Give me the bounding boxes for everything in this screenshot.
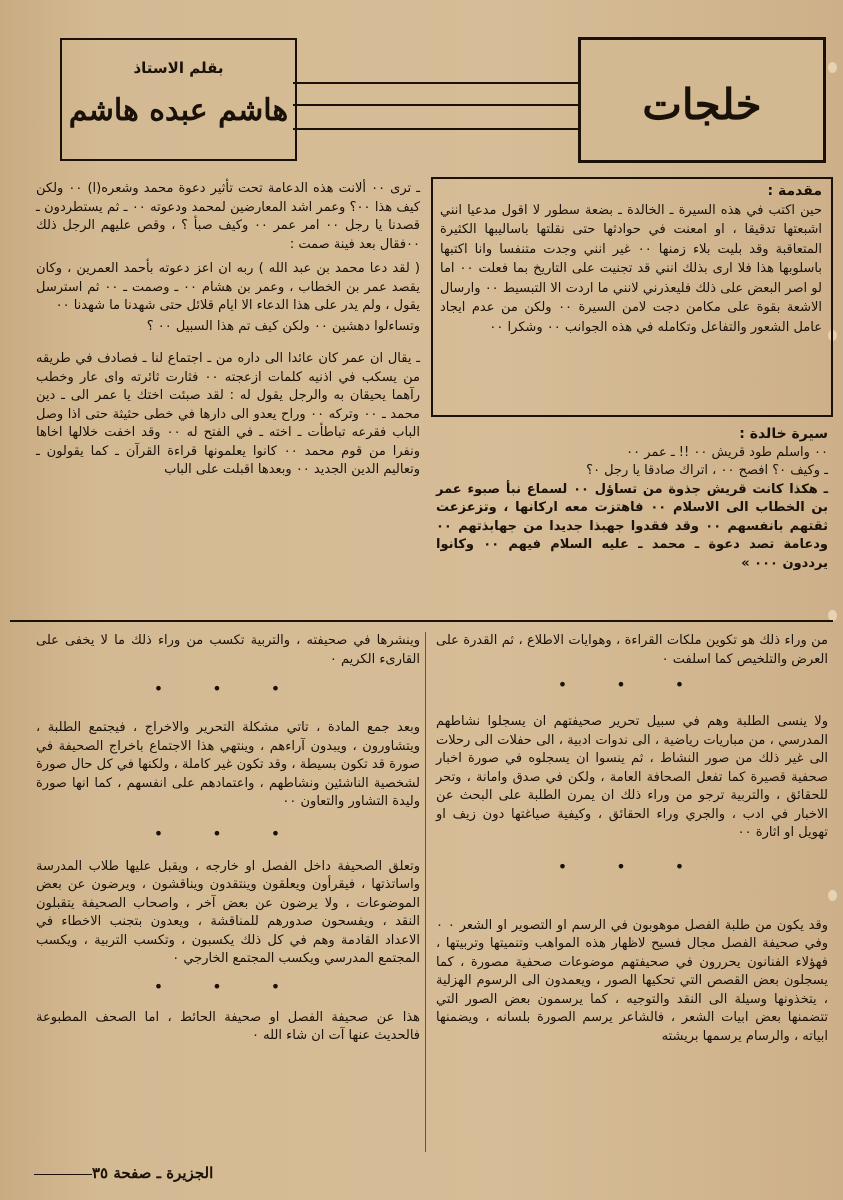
footer-rule <box>34 1174 92 1175</box>
byline: بقلم الاستاذ <box>133 59 224 77</box>
article-paragraph: ولا ينسى الطلبة وهم في سبيل تحرير صحيفتهم ان يسجلوا نشاطهم المدرسي ، من مباريات رياضية ، الى ندوات ادبية ، الى حفلات الى رحلات الى غير ذلك من صور النشاط ، ثم ينسوا ان يسجلوه في صورة اخبار صحفية قصيرة كما تفعل الصحافة العامة ، ولكن في صدق وامانة ، وتحر للحقائق ، والتربية ترجو من وراء ذلك ان يمرن الطلبة على البحث عن الاخبار في ادب ، والجري وراء الحقائق ، وكيفية صياغتها دون زيف او تهويل او اثارة ٠٠ <box>436 714 828 840</box>
header-rule <box>293 128 578 130</box>
binding-hole <box>828 62 837 73</box>
author-box <box>60 38 297 161</box>
separator: • • • <box>153 679 303 698</box>
story-paragraph: ـ يقال ان عمر كان عائدا الى داره من ـ اجتماع لنا ـ فصادف في طريقه من يسكب في اذنيه كلمات ازعجته ٠٠ فثارت ثائرته واى عار وخطب رآهما يحيقان به والرجل يقول له : لقد صبئت اختك يا عمر الى ـ دين محمد ـ ٠٠ وتركه ٠٠ وراح يعدو الى دارها في خطى حثيثة حتى اذا وصل الباب فقرعه تباطأت ـ اخته ـ في الفتح له ٠٠ وقد اخفت خلالها اخاها ونفرا من قوم محمد ٠٠ كانوا يعلمونها قراءة القرآن ـ كما يقولون ـ وتعاليم الدين الجديد ٠٠ وبعدها اقبلت على الباب <box>36 351 420 477</box>
intro-text: حين اكتب في هذه السيرة ـ الخالدة ـ بضعة سطور لا اقول مدعيا انني اشبعتها تدقيقا ، او امعنت في حوادثها حتى نقلتها باساليبها الكثيرة المتعاقبة وقد بليت بلاء زمنها ٠٠ غير انني وجدت متنفسا وانا اكتبها باسلوبها هذا فلا ارى بذلك انني قد تجنيت على التاريخ بما فعلت ٠٠ اما لو اصر البعض على ذلك فليعذرني لانني ما اردت الا التبسيط ٠٠ وارسال الاشعة بقوة على مكامن دجت لامن السيرة ٠٠ ولكن من عدم ايجاد عامل الشعور والتفاعل وتكامله في هذه الجوانب ٠٠ وشكرا ٠٠ <box>440 202 822 336</box>
section-divider <box>10 620 833 622</box>
article-paragraph: هذا عن صحيفة الفصل او صحيفة الحائط ، اما الصحف المطبوعة فالحديث عنها آت ان شاء الله ٠ <box>36 1009 420 1043</box>
story-right <box>436 425 828 573</box>
article-paragraph: وبعد جمع المادة ، تاتي مشكلة التحرير والاخراج ، فيجتمع الطلبة ، ويتشاورون ، ويبدون آراءهم ، وينتهي هذا الاجتماع باخراج الصحيفة في صورة قد تكون بسيطة ، وقد تكون غير كاملة ، ولكنها في كل حال صورة لشخصية الناشئين ونشاطهم ، واعتمادهم على انفسهم ، كما انها صورة وليدة التشاور والتعاون ٠٠ <box>36 720 420 809</box>
page-footer <box>34 1163 234 1185</box>
story-paragraph: ( لقد دعا محمد بن عبد الله ) ربه ان اعز دعوته بأحمد العمرين ، وكان يقصد عمر بن الخطاب ، وعمر بن هشام ٠٠ ـ وصمت ـ ٠٠ ثم استرسل يقول ، ولم يدر على هذا الدعاء الا ايام قلائل حتى شهدنا ما شهدنا ٠٠ <box>36 261 420 313</box>
column-rule <box>425 632 426 1152</box>
header-rule <box>293 82 578 84</box>
article-paragraph: وتعلق الصحيفة داخل الفصل او خارجه ، ويقبل عليها طلاب المدرسة واساتذتها ، فيقرأون ويعلقون وينتقدون ويناقشون ، ويرضون عن بعض الموضوعات ، ولا يرضون عن بعض آخر ، واصحاب الصحيفة يتقبلون النقد ، ويفسحون صدورهم للمناقشة ، ويعدون بتجنب الاخطاء في الاعداد القادمة وهم في كل ذلك يكسبون ، وتكسب التربية ، ويكسب المجتمع المدرسي ويكسب المجتمع الخارجي ٠ <box>36 858 420 966</box>
story-line: ٠٠ واسلم طود قريش ٠٠ !! ـ عمر ٠٠ <box>626 444 828 460</box>
author-name: هاشم عبده هاشم <box>68 93 289 128</box>
story-paragraph: ـ هكذا كانت قريش جذوة من تساؤل ٠٠ لسماع نبأ صبوء عمر بن الخطاب الى الاسلام ٠٠ فاهتزت معه اركانها ، وتزعزعت ثقتهم بانفسهم ٠٠ وقد فقدوا جهبذا جديدا من جهابذتهم ٠٠ ودعامة تصد دعوة ـ محمد ـ عليه السلام فيهم ٠٠ وكانوا يرددون ٠٠٠ » <box>436 481 829 571</box>
header-rule <box>293 104 578 106</box>
story-paragraph: ـ ترى ٠٠ ألانت هذه الدعامة تحت تأثير دعوة محمد وشعره(ا) ٠٠ ولكن كيف هذا ٠٠؟ وعمر اشد المعارضين لمحمد ودعوته ٠٠ ـ ثم يستطردون ـ قصدنا يا رجل ٠٠ امر عمر ٠٠ وكيف صبأ ؟ ، وقص عليهم الرجل ذلك ٠٠فقال بعد فينة صمت : <box>36 181 421 252</box>
article-right <box>436 632 828 1046</box>
story-paragraph: وتساءلوا دهشين ٠٠ ولكن كيف تم هذا السبيل ٠٠ ؟ <box>146 318 420 334</box>
intro-section <box>440 182 822 338</box>
separator: • • • <box>557 675 707 694</box>
footer-text: الجزيرة ـ صفحة ٣٥ <box>92 1164 214 1182</box>
article-left <box>36 632 420 1046</box>
article-paragraph: وينشرها في صحيفته ، والتربية تكسب من وراء ذلك ما لا يخفى على القارىء الكريم ٠ <box>36 633 420 667</box>
article-paragraph: من وراء ذلك هو تكوين ملكات القراءة ، وهوايات الاطلاع ، ثم القدرة على العرض والتلخيص كما اسلفت ٠ <box>436 633 828 667</box>
story-left <box>36 180 420 480</box>
separator: • • • <box>153 976 303 996</box>
story-line: ـ وكيف ٠؟ افصح ٠٠ ، اتراك صادقا يا رجل ٠؟ <box>586 463 828 478</box>
story-heading: سيرة خالدة : <box>739 426 828 442</box>
intro-heading: مقدمة : <box>767 183 822 199</box>
page-title: خلجات <box>642 80 762 129</box>
article-paragraph: وقد يكون من طلبة الفصل موهوبون في الرسم او التصوير او الشعر ٠ ٠ وفي صحيفة الفصل مجال فسيح لاظهار هذه المواهب وتنميتها وتربيتها ، فهؤلاء الفنانون يحررون في صحيفتهم موضوعات صحفية مصورة ، كما يسجلون بعض القصص التي تحكيها الصور ، ويعمدون الى الرسوم الهزلية ، يتخذونها وسيلة الى النقد والتوجيه ، كما يرسمون بعض الصور التي تتضمنها بعض ابيات الشعر ، فالشاعر يرسم الصورة بلسانه ، ويضمنها ابياته ، والرسام يرسمها بريشته <box>436 917 828 1044</box>
binding-hole <box>828 890 837 901</box>
separator: • • • <box>153 823 303 843</box>
separator: • • • <box>557 856 707 876</box>
title-box <box>578 37 826 163</box>
